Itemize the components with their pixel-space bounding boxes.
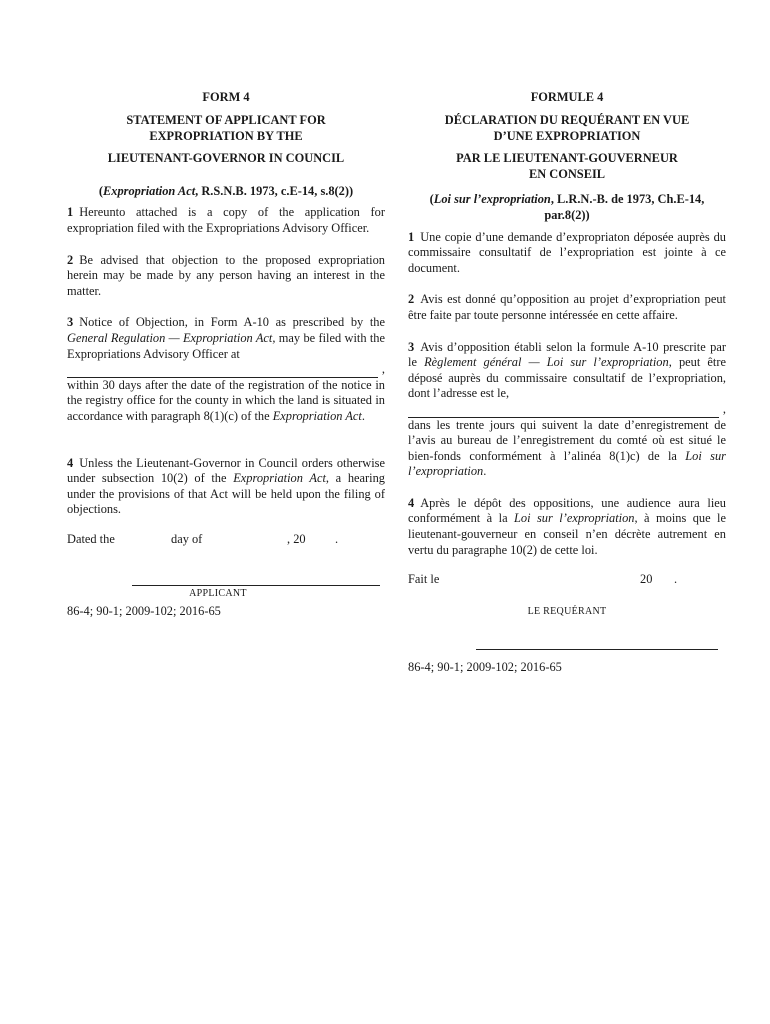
act-name: Expropriation Act (103, 183, 196, 198)
act-name: Loi sur l’expropriation (408, 448, 727, 479)
address-blank-line (408, 405, 719, 418)
dated-line: Fait le 20 . (408, 572, 678, 587)
paragraph-4: 4 Après le dépôt des oppositions, une audience aura lieu conformément à la Loi sur l’expropriation, à moins que le lieutenant-gouverneur en conseil n’en décrète autrement en vertu du paragraphe 10(2) de cette loi. (408, 495, 726, 557)
act-reference: (Loi sur l’expropriation, L.R.N.-B. de 1973, Ch.E-14, par.8(2)) (429, 192, 705, 222)
signature-label: APPLICANT (189, 588, 247, 600)
title-line: LIEUTENANT-GOVERNOR IN COUNCIL (107, 151, 345, 166)
title-line: EXPROPRIATION BY THE (149, 128, 303, 143)
act-name: Expropriation Act (233, 471, 326, 486)
paragraph-number: 2 (408, 292, 415, 307)
paragraph-2: 2 Avis est donné qu’opposition au projet d’expropriation peut être faite par toute personne intéressée en cette affaire. (408, 292, 726, 322)
paragraph-number: 3 (408, 339, 415, 354)
paragraph-3: 3 Avis d’opposition établi selon la formule A-10 prescrite par le Règlement général — Loi sur l’expropriation, peut être déposé auprès du commissaire consultatif de l’expropriation, dont l’adresse est le, , dans les trente jours qui suivent la date d’enregistrement de l’avis au bureau de l’enregistrement du comté où est situé le bien-fonds conformément à l’alinéa 8(1)c) de la Loi sur l’expropriation. (408, 339, 727, 479)
title-line: D’UNE EXPROPRIATION (493, 128, 641, 143)
paragraph-1: 1 Une copie d’une demande d’expropriaton déposée auprès du commissaire consultatif de l’expropriation est jointe à ce document. (408, 229, 726, 275)
paragraph-number: 2 (67, 252, 74, 267)
paragraph-number: 3 (67, 315, 74, 330)
act-name: Loi sur l’expropriation (514, 511, 635, 526)
signature-line (476, 649, 718, 650)
address-blank-line (67, 365, 378, 378)
paragraph-number: 4 (67, 455, 74, 470)
title-line: STATEMENT OF APPLICANT FOR (126, 113, 326, 127)
title-line: PAR LE LIEUTENANT-GOUVERNEUR EN CONSEIL (456, 151, 678, 181)
dated-line: Dated the day of , 20 . (67, 531, 339, 546)
title-line: DÉCLARATION DU REQUÉRANT EN VUE (444, 113, 690, 127)
amendment-history: 86-4; 90-1; 2009-102; 2016-65 (408, 660, 562, 675)
paragraph-1: 1 Hereunto attached is a copy of the application for expropriation filed with the Expropriations Advisory Officer. (67, 205, 385, 235)
regulation-name: General Regulation — Expropriation Act, (67, 330, 276, 345)
act-reference: (Expropriation Act, R.S.N.B. 1973, c.E-14, s.8(2)) (98, 183, 354, 198)
amendment-history: 86-4; 90-1; 2009-102; 2016-65 (67, 604, 221, 619)
act-name: Expropriation Act (272, 408, 362, 423)
form-number: FORMULE 4 (530, 90, 604, 104)
act-name: Loi sur l’expropriation (433, 192, 551, 207)
paragraph-2: 2 Be advised that objection to the proposed expropriation herein may be made by any person having an interest in the matter. (67, 252, 385, 298)
french-column (408, 90, 726, 676)
paragraph-4: 4 Unless the Lieutenant-Governor in Council orders otherwise under subsection 10(2) of the Expropriation Act, a hearing under the provisions of that Act will be held upon the filing of objections. (67, 455, 386, 517)
form-title (67, 113, 385, 167)
paragraph-number: 1 (408, 229, 415, 244)
form-number: FORM 4 (202, 90, 250, 104)
paragraph-number: 1 (67, 205, 74, 220)
signature-label: LE REQUÉRANT (527, 605, 607, 617)
paragraph-3: 3 Notice of Objection, in Form A-10 as prescribed by the General Regulation — Expropriation Act, may be filed with the Expropriations Advisory Officer at , within 30 days after the date of the registration of the notice in the registry office for the county in which the land is situated in accordance with paragraph 8(1)(c) of the Expropriation Act. (67, 315, 385, 423)
form-title (408, 113, 726, 182)
english-column (67, 90, 385, 620)
regulation-name: Règlement général — Loi sur l’expropriation (424, 355, 669, 370)
paragraph-number: 4 (408, 495, 415, 510)
